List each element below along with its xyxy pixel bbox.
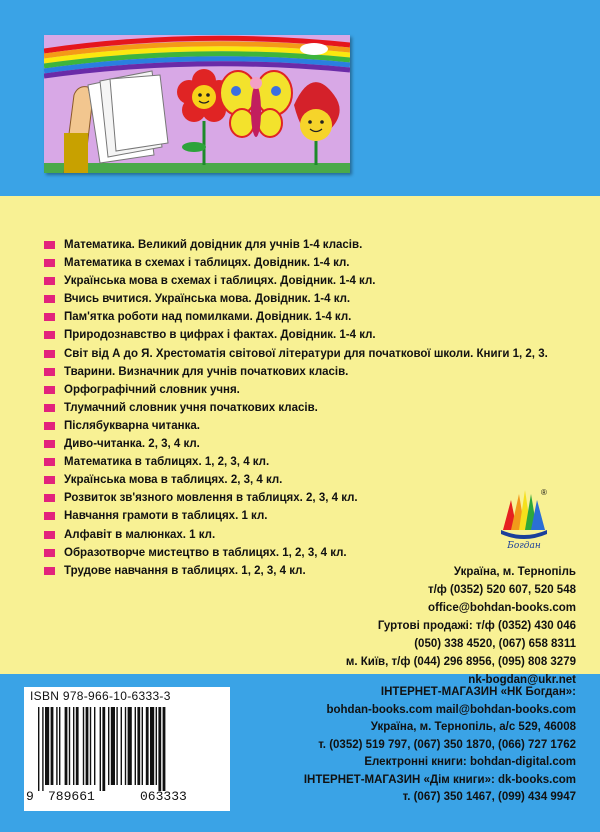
barcode-bar — [45, 707, 49, 785]
barcode-bar — [83, 707, 84, 785]
bullet-icon — [44, 259, 55, 267]
shop-line: Електронні книги: bohdan-digital.com — [364, 756, 576, 768]
barcode-bar — [90, 707, 91, 785]
barcode-digit-first: 9 — [26, 789, 34, 804]
book-title: Математика в схемах і таблицях. Довідник. 1-4 кл. — [64, 257, 350, 270]
list-item — [44, 381, 548, 399]
bullet-icon — [44, 458, 55, 466]
list-item — [44, 471, 548, 489]
book-title: Природознавство в цифрах і фактах. Довідник. 1-4 кл. — [64, 329, 376, 342]
bullet-icon — [44, 350, 55, 358]
list-item — [44, 417, 548, 435]
barcode-bar — [42, 707, 43, 791]
barcode-bar — [158, 707, 161, 791]
book-title: Навчання грамоти в таблицях. 1 кл. — [64, 510, 268, 523]
list-item — [44, 345, 548, 363]
book-title: Українська мова в таблицях. 2, 3, 4 кл. — [64, 474, 283, 487]
book-title: Орфографічний словник учня. — [64, 383, 240, 396]
publisher-logo — [497, 486, 551, 552]
list-item — [44, 272, 548, 290]
shop-line: т. (0352) 519 797, (067) 350 1870, (066) 727 1762 — [318, 738, 576, 751]
barcode-bar — [121, 707, 122, 785]
barcode-bar — [38, 707, 39, 791]
book-title: Світ від А до Я. Хрестоматія світової літератури для початкової школи. Книги 1, 2, 3. — [64, 347, 548, 360]
shop-line: ІНТЕРНЕТ-МАГАЗИН «НК Богдан»: — [380, 686, 576, 698]
barcode-bar — [56, 707, 57, 785]
bullet-icon — [44, 313, 55, 321]
barcode-bar — [100, 707, 101, 791]
barcode-bar — [135, 707, 136, 785]
bullet-icon — [44, 567, 55, 575]
bullet-icon — [44, 422, 55, 430]
book-title: Розвиток зв'язного мовлення в таблицях. 2, 3, 4 кл. — [64, 492, 358, 505]
shop-line: т. (067) 350 1467, (099) 434 9947 — [402, 791, 576, 803]
bullet-icon — [44, 241, 55, 249]
barcode-bar — [116, 707, 117, 785]
logo-text: Богдан — [507, 541, 541, 551]
barcode-bar — [150, 707, 154, 785]
contact-line: nk-bogdan@ukr.net — [468, 674, 576, 686]
bullet-icon — [44, 531, 55, 539]
barcode-bar — [137, 707, 140, 785]
barcode-bar — [125, 707, 126, 785]
barcode-digits-right: 063333 — [140, 789, 187, 804]
bullet-icon — [44, 494, 55, 502]
barcode-bar — [94, 707, 95, 785]
shop-line: Україна, м. Тернопіль, а/с 529, 46008 — [370, 721, 576, 733]
barcode-bar — [86, 707, 89, 785]
contact-line: Україна, м. Тернопіль — [453, 566, 576, 578]
bullet-icon — [44, 476, 55, 484]
list-item — [44, 236, 548, 254]
book-title: Тлумачний словник учня початкових класів. — [64, 401, 318, 414]
barcode-bar — [108, 707, 109, 785]
barcode-bars — [34, 707, 220, 791]
bullet-icon — [44, 386, 55, 394]
list-item — [44, 489, 548, 507]
contact-line: (050) 338 4520, (067) 658 8311 — [414, 638, 576, 650]
cover-illustration — [44, 35, 350, 173]
contact-line: т/ф (0352) 520 607, 520 548 — [427, 584, 576, 596]
book-list — [44, 236, 548, 580]
barcode-digits-left: 789661 — [48, 789, 95, 804]
book-title: Алфавіт в малюнках. 1 кл. — [64, 528, 216, 541]
list-item — [44, 507, 548, 525]
shop-line: ІНТЕРНЕТ-МАГАЗИН «Дім книги»: dk-books.com — [303, 773, 576, 786]
bullet-icon — [44, 295, 55, 303]
shop-line: bohdan-books.com mail@bohdan-books.com — [326, 703, 576, 716]
book-title: Пам'ятка роботи над помилками. Довідник. 1-4 кл. — [64, 311, 352, 324]
book-title: Трудове навчання в таблицях. 1, 2, 3, 4 кл. — [64, 564, 306, 577]
list-item — [44, 399, 548, 417]
barcode-bar — [69, 707, 70, 785]
book-title: Диво-читанка. 2, 3, 4 кл. — [64, 438, 200, 451]
book-title: Тварини. Визначник для учнів початкових класів. — [64, 365, 349, 378]
bullet-icon — [44, 368, 55, 376]
bullet-icon — [44, 549, 55, 557]
book-title: Образотворче мистецтво в таблицях. 1, 2, 3, 4 кл. — [64, 546, 347, 559]
contact-line: office@bohdan-books.com — [428, 602, 576, 614]
list-item — [44, 363, 548, 381]
barcode-bar — [111, 707, 115, 785]
book-title: Українська мова в схемах і таблицях. Довідник. 1-4 кл. — [64, 275, 376, 288]
contact-line: Гуртові продажі: т/ф (0352) 430 046 — [377, 620, 576, 632]
online-shops — [304, 684, 576, 807]
barcode-bar — [59, 707, 60, 785]
book-title: Математика. Великий довідник для учнів 1-4 класів. — [64, 239, 363, 251]
list-item — [44, 290, 548, 308]
book-title: Післябукварна читанка. — [64, 419, 200, 432]
bullet-icon — [44, 404, 55, 412]
barcode-bar — [76, 707, 79, 785]
barcode-bar — [65, 707, 68, 785]
bullet-icon — [44, 277, 55, 285]
list-item — [44, 308, 548, 326]
list-item — [44, 526, 548, 544]
barcode-bar — [142, 707, 143, 785]
isbn-barcode — [24, 687, 230, 811]
isbn-number: ISBN 978-966-10-6333-3 — [30, 689, 171, 703]
barcode-bar — [51, 707, 54, 785]
list-item — [44, 453, 548, 471]
barcode-bar — [156, 707, 157, 785]
barcode-bar — [146, 707, 149, 785]
barcode-bar — [73, 707, 74, 785]
list-item — [44, 326, 548, 344]
barcode-bar — [163, 707, 166, 791]
bullet-icon — [44, 331, 55, 339]
bullet-icon — [44, 512, 55, 520]
list-item — [44, 254, 548, 272]
publisher-contacts — [346, 563, 576, 689]
bullet-icon — [44, 440, 55, 448]
list-item — [44, 544, 548, 562]
barcode-bar — [128, 707, 132, 785]
barcode-bar — [102, 707, 105, 791]
book-title: Математика в таблицях. 1, 2, 3, 4 кл. — [64, 456, 270, 469]
contact-line: м. Київ, т/ф (044) 296 8956, (095) 808 3279 — [345, 656, 576, 668]
registered-mark: ® — [541, 488, 547, 497]
book-title: Вчись вчитися. Українська мова. Довідник. 1-4 кл. — [64, 293, 351, 306]
list-item — [44, 435, 548, 453]
